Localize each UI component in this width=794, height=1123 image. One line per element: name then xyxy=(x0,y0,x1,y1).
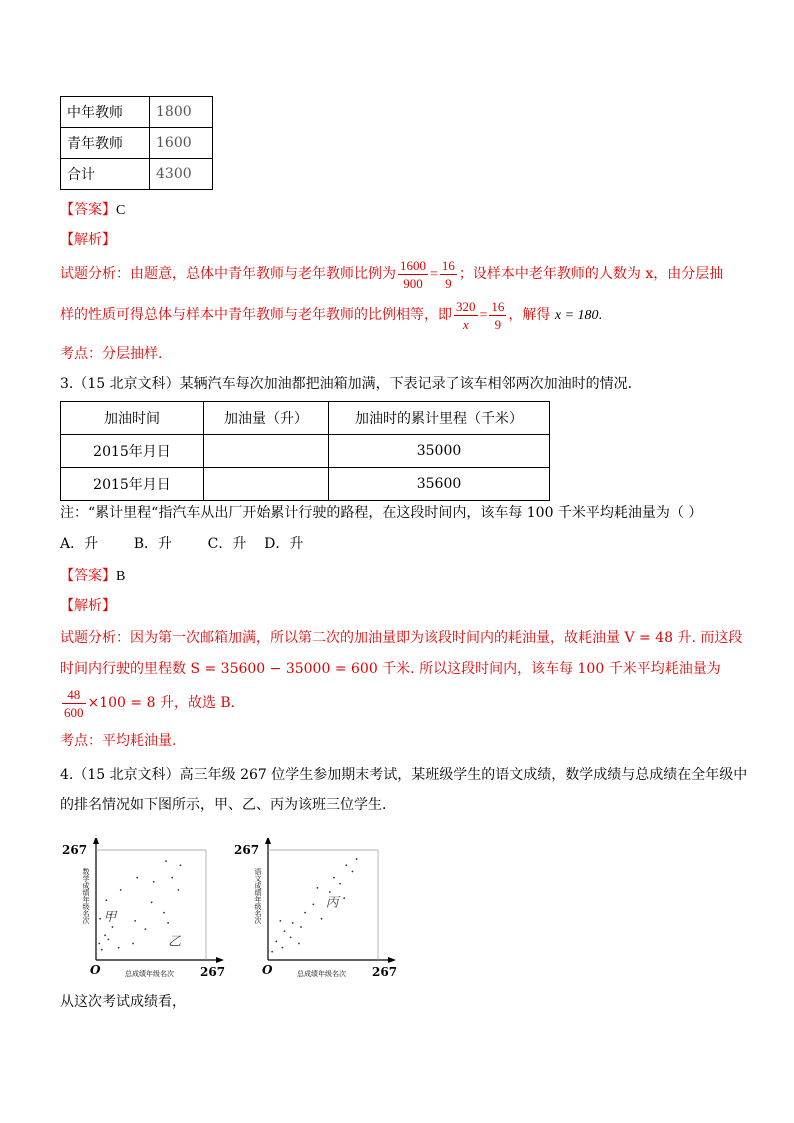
analysis-tag: 【解析】 xyxy=(60,232,116,248)
data-point xyxy=(284,930,286,932)
x-axis-label: 总成绩年级名次 xyxy=(297,970,346,978)
origin-label: O xyxy=(262,963,273,977)
table-cell: 2015年月日 xyxy=(61,468,204,501)
x-axis-label: 总成绩年级名次 xyxy=(125,970,174,978)
table-header: 加油时的累计里程（千米） xyxy=(329,402,550,435)
y-max-label: 267 xyxy=(234,843,260,857)
data-point xyxy=(104,934,106,936)
x-axis-arrow xyxy=(388,957,396,963)
equals-sign: = xyxy=(479,308,488,323)
student-annotation: 甲 xyxy=(103,909,117,925)
analysis-text: ×100 = 8 升，故选 B. xyxy=(87,695,236,711)
data-point xyxy=(101,949,103,951)
q3-kaodian: 考点：平均耗油量. xyxy=(60,733,177,749)
q3-stem: 3.（15 北京文科）某辆汽车每次加油都把油箱加满，下表记录了该车相邻两次加油时的情况． xyxy=(60,376,642,392)
data-point xyxy=(321,918,323,920)
table-cell: 2015年月日 xyxy=(61,435,204,468)
table-cell: 1600 xyxy=(150,128,213,159)
table-cell: 中年教师 xyxy=(61,97,150,128)
student-annotation: 乙 xyxy=(168,934,182,950)
table-cell: 35600 xyxy=(329,468,550,501)
answer-tag: 【答案】 xyxy=(60,568,116,584)
table-header: 加油时间 xyxy=(61,402,204,435)
y-max-label: 267 xyxy=(62,843,88,857)
q2-kaodian: 考点：分层抽样. xyxy=(60,346,163,362)
y-axis-label: 语文成绩年级名次 xyxy=(254,868,262,924)
table-row xyxy=(61,159,213,190)
denominator: 9 xyxy=(445,275,452,291)
data-point xyxy=(343,897,345,899)
q4-stem-line1: 4.（15 北京文科）高三年级 267 位学生参加期末考试，某班级学生的语文成绩，数学成绩与总成绩在全年级中 xyxy=(60,767,748,783)
data-point xyxy=(356,858,358,860)
data-point xyxy=(352,871,354,873)
equals-sign: = xyxy=(430,267,438,282)
denominator: 900 xyxy=(403,275,423,291)
data-point xyxy=(271,951,273,953)
fraction xyxy=(489,298,506,333)
table-cell: 合计 xyxy=(61,159,150,190)
data-point xyxy=(120,889,122,891)
table-cell: 35000 xyxy=(329,435,550,468)
table-header-row xyxy=(61,402,550,435)
data-point xyxy=(329,891,331,893)
data-point xyxy=(132,943,134,945)
denominator: 9 xyxy=(494,316,502,332)
student-annotation: 丙 xyxy=(325,895,339,911)
data-point xyxy=(298,943,300,945)
data-point xyxy=(99,918,101,920)
answer-value: C xyxy=(116,203,126,218)
denominator: 600 xyxy=(64,704,84,720)
q3-answer xyxy=(60,566,125,587)
x-axis-arrow xyxy=(216,957,224,963)
table-row xyxy=(61,128,213,159)
table-row xyxy=(61,97,213,128)
data-point xyxy=(171,877,173,879)
math-rank-scatter-chart xyxy=(60,838,240,980)
numerator: 16 xyxy=(441,257,455,273)
fraction xyxy=(440,257,457,292)
numerator: 16 xyxy=(491,298,505,314)
numerator: 320 xyxy=(456,298,476,314)
data-point xyxy=(290,936,292,938)
table-header: 加油量（升） xyxy=(204,402,329,435)
q4-tail: 从这次考试成绩看， xyxy=(60,994,186,1010)
data-point xyxy=(312,903,314,905)
data-point xyxy=(282,947,284,949)
data-point xyxy=(118,947,120,949)
y-axis-arrow xyxy=(265,838,271,844)
analysis-text: 试题分析：由题意，总体中青年教师与老年教师比例为 xyxy=(60,266,396,282)
data-point xyxy=(275,941,277,943)
fraction xyxy=(398,257,428,292)
table-cell: 1800 xyxy=(150,97,213,128)
table-cell xyxy=(204,435,329,468)
data-point xyxy=(304,912,306,914)
q2-answer xyxy=(60,200,125,221)
q3-options: A．升 B．升 C．升 D．升 xyxy=(60,536,304,552)
q3-analysis-line3 xyxy=(60,684,235,722)
data-point xyxy=(292,922,294,924)
data-point xyxy=(151,901,153,903)
data-point xyxy=(279,920,281,922)
data-point xyxy=(180,864,182,866)
period: . xyxy=(598,308,603,323)
data-point xyxy=(339,883,341,885)
data-point xyxy=(153,881,155,883)
table-cell: 青年教师 xyxy=(61,128,150,159)
data-point xyxy=(112,926,114,928)
answer-value: B xyxy=(116,569,126,584)
q3-analysis-line2: 时间内行驶的里程数 S = 35600 − 35000 = 600 千米. 所以这段时间内，该车每 100 千米平均耗油量为 xyxy=(60,661,721,677)
denominator: x xyxy=(462,316,469,332)
data-point xyxy=(165,860,167,862)
q2-analysis-line2 xyxy=(60,297,602,334)
q2-analysis-line1 xyxy=(60,256,723,293)
chinese-rank-scatter-chart xyxy=(232,838,412,980)
data-point xyxy=(177,889,179,891)
data-point xyxy=(163,912,165,914)
analysis-text: 样的性质可得总体与样本中青年教师与老年教师的比例相等，即 xyxy=(60,307,452,323)
q4-stem-line2: 的排名情况如下图所示，甲、乙、丙为该班三位学生． xyxy=(60,797,396,813)
analysis-tag: 【解析】 xyxy=(60,598,116,614)
origin-label: O xyxy=(90,963,101,977)
x-max-label: 267 xyxy=(372,965,398,979)
data-point xyxy=(333,877,335,879)
teacher-table xyxy=(60,96,213,190)
table-cell xyxy=(204,468,329,501)
data-point xyxy=(345,864,347,866)
fuel-table xyxy=(60,401,550,501)
data-point xyxy=(167,922,169,924)
data-point xyxy=(317,887,319,889)
q3-analysis-line1: 试题分析：因为第一次邮箱加满，所以第二次的加油量即为该段时间内的耗油量，故耗油量 V = 48 升. 而这段 xyxy=(60,630,743,646)
data-point xyxy=(300,926,302,928)
table-row xyxy=(61,435,550,468)
y-axis-label: 数学成绩年级名次 xyxy=(82,868,90,924)
data-point xyxy=(107,939,109,941)
fraction xyxy=(454,298,478,333)
y-axis-arrow xyxy=(93,838,99,844)
table-row xyxy=(61,468,550,501)
data-point xyxy=(136,877,138,879)
data-point xyxy=(98,943,100,945)
table-cell: 4300 xyxy=(150,159,213,190)
analysis-text: ；设样本中老年教师的人数为 x，由分层抽 xyxy=(458,266,724,282)
x-max-label: 267 xyxy=(200,965,226,979)
numerator: 48 xyxy=(62,686,86,704)
data-point xyxy=(145,928,147,930)
q3-note: 注：“累计里程“指汽车从出厂开始累计行驶的路程，在这段时间内，该车每 100 千米平均耗油量为（ ） xyxy=(60,505,703,521)
answer-tag: 【答案】 xyxy=(60,202,116,218)
data-point xyxy=(134,920,136,922)
analysis-text: ，解得 xyxy=(508,307,551,323)
solution-expr: x = 180 xyxy=(554,308,599,323)
numerator: 1600 xyxy=(400,257,426,273)
data-point xyxy=(105,899,107,901)
fraction xyxy=(62,686,86,721)
